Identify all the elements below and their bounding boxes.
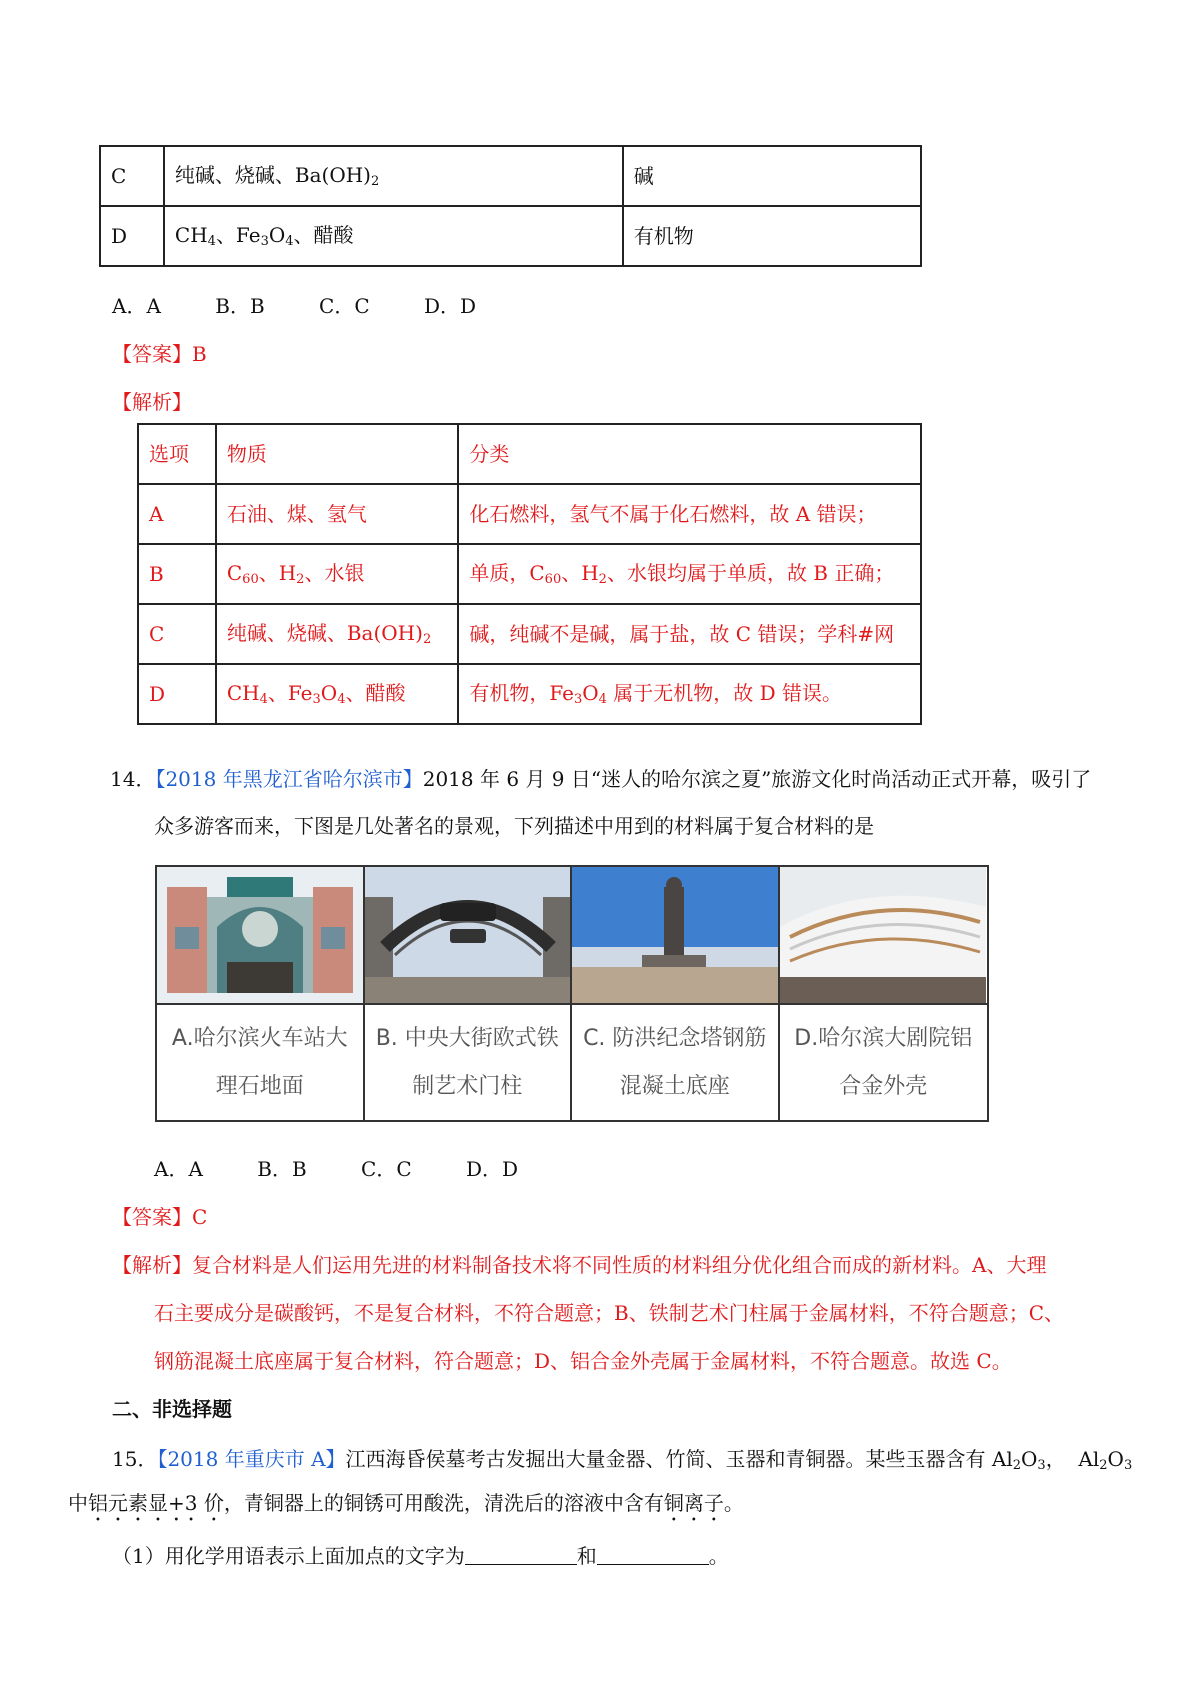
analysis-cell: 化石燃料，氢气不属于化石燃料，故 A 错误； [458,484,921,544]
table-row [100,206,921,266]
answer-value: B [192,342,207,366]
analysis-cell: 碱，纯碱不是碱，属于盐，故 C 错误；学科#网 [458,604,921,664]
q14-answer [112,1201,207,1230]
category-cell: 有机物 [623,206,921,266]
section-title: 二、非选择题 [112,1397,232,1421]
table-row [138,544,921,604]
answer-blank-2[interactable] [597,1544,709,1565]
option-cell: C [138,604,216,664]
stem-text: 江西海昏侯墓考古发掘出大量金器、竹简、玉器和青铜器。某些玉器含有 $Al_2O_3$， $Al_2O_3$ [345,1447,1133,1473]
q15-sub1 [112,1540,729,1569]
caption-c: C. 防洪纪念塔钢筋 混凝土底座 [572,1005,780,1120]
question-source: 【2018 年重庆市 A】 [157,1447,346,1471]
q14-options [154,1153,566,1182]
option-b: B．B [215,294,265,318]
option-cell: D [138,664,216,724]
substance-cell: $C_{60}$、$H_2$、水银 [216,544,459,604]
table-header-row [138,424,921,484]
option-cell: B [138,544,216,604]
q15-stem-line2: 中铝元素显+3 价，青铜器上的铜锈可用酸洗，清洗后的溶液中含有铜离子。 [68,1491,744,1515]
question-number: 14． [110,767,156,791]
table-row [138,664,921,724]
q13-analysis-label: 【解析】 [112,390,192,414]
analysis-table [137,423,922,725]
sub1-prefix: （1）用化学用语表示上面加点的文字为 [112,1544,465,1568]
q15-stem-line1 [112,1443,1132,1473]
substance-cell: 纯碱、烧碱、$Ba(OH)_2$ [164,146,623,206]
analysis-label: 【解析】 [112,1253,192,1277]
table-row [100,146,921,206]
q14-analysis-line2: 石主要成分是碳酸钙，不是复合材料，不符合题意；B、铁制艺术门柱属于金属材料，不符合题意；C、 [154,1301,1064,1325]
option-c: C．C [319,294,370,318]
sub1-end: 。 [708,1544,729,1568]
header-cell: 选项 [138,424,216,484]
question-number: 15． [112,1447,158,1471]
option-cell: D [100,206,164,266]
q14-image-table [155,865,989,1122]
q14-analysis-line3: 钢筋混凝土底座属于复合材料，符合题意；D、铝合金外壳属于金属材料，不符合题意。故选 C。 [154,1349,1012,1373]
option-a: A．A [154,1157,203,1181]
option-d: D．D [465,1157,519,1181]
flood-monument-photo [572,867,780,1005]
substance-cell: $CH_4$、$Fe_3O_4$、醋酸 [164,206,623,266]
caption-a: A.哈尔滨火车站大 理石地面 [157,1005,365,1120]
option-c: C．C [361,1157,412,1181]
analysis-cell: 单质，$C_{60}$、$H_2$、水银均属于单质，故 B 正确； [458,544,921,604]
answer-value: C [192,1205,208,1229]
analysis-cell: 有机物，$Fe_3O_4$ 属于无机物，故 D 错误。 [458,664,921,724]
stem-text: 2018 年 6 月 9 日“迷人的哈尔滨之夏”旅游文化时尚活动正式开幕，吸引了 [422,767,1092,791]
option-d: D．D [423,294,477,318]
caption-b: B. 中央大街欧式铁 制艺术门柱 [365,1005,573,1120]
header-cell: 分类 [458,424,921,484]
category-cell: 碱 [623,146,921,206]
railway-station-photo [157,867,365,1005]
answer-label: 【答案】 [112,1205,192,1229]
header-cell: 物质 [216,424,459,484]
sub1-mid: 和 [576,1544,597,1568]
answer-label: 【答案】 [112,342,192,366]
q14-stem-line1 [110,763,1091,792]
substance-cell: $CH_4$、$Fe_3O_4$、醋酸 [216,664,459,724]
option-cell: A [138,484,216,544]
q14-stem-line2: 众多游客而来，下图是几处著名的景观，下列描述中用到的材料属于复合材料的是 [154,814,874,838]
option-b: B．B [257,1157,307,1181]
q13-options [112,290,524,319]
caption-d: D.哈尔滨大剧院铝 合金外壳 [794,1025,973,1099]
option-cell: C [100,146,164,206]
option-a: A．A [112,294,161,318]
grand-theatre-photo [780,867,988,1005]
q14-analysis-line1 [112,1249,1046,1278]
substance-cell: 纯碱、烧碱、$Ba(OH)_2$ [216,604,459,664]
q13-answer [112,338,207,367]
top-options-table [99,145,922,267]
answer-blank-1[interactable] [465,1544,577,1565]
substance-cell: 石油、煤、氢气 [216,484,459,544]
iron-arch-gate-photo [365,867,573,1005]
table-row [138,604,921,664]
table-row [138,484,921,544]
question-source: 【2018 年黑龙江省哈尔滨市】 [155,767,423,791]
analysis-text: 复合材料是人们运用先进的材料制备技术将不同性质的材料组分优化组合而成的新材料。A、大理 [192,1253,1047,1277]
